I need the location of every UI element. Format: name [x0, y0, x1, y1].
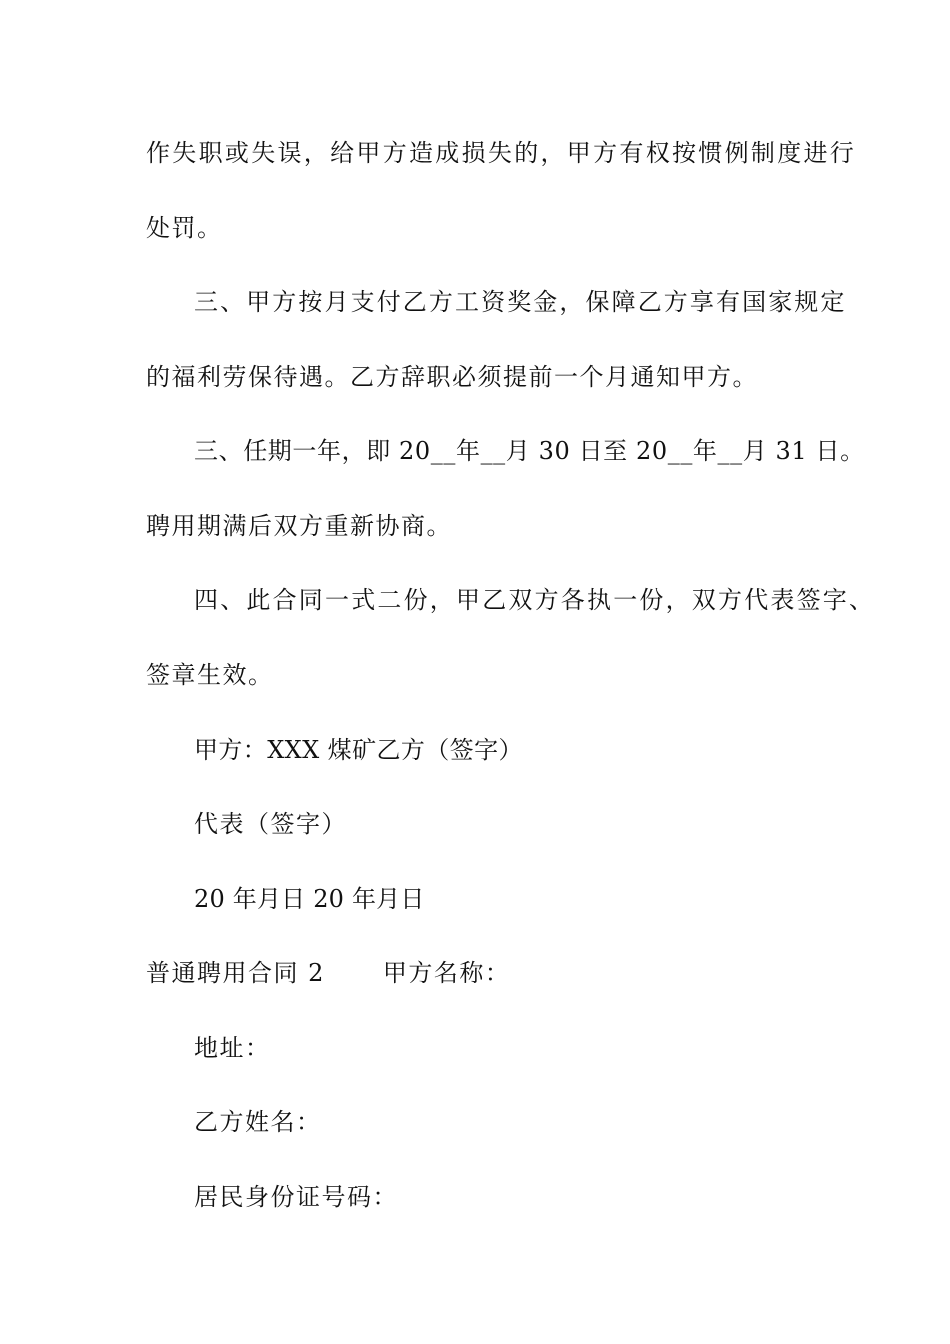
id-number-label: 居民身份证号码： [194, 1183, 398, 1211]
party-signature-line: 甲方：XXX 煤矿乙方（签字） [194, 736, 523, 764]
clause-three-term: 三、任期一年，即 20__年__月 30 日至 20__年__月 31 日。 [194, 437, 865, 465]
party-a-name-label: 甲方名称： [382, 959, 511, 987]
clause-four-copies: 四、此合同一式二份，甲乙双方各执一份，双方代表签字、 [194, 586, 876, 614]
representative-signature-line: 代表（签字） [194, 810, 347, 838]
date-line: 20 年月日 20 年月日 [194, 885, 425, 913]
paragraph-line: 作失职或失误，给甲方造成损失的，甲方有权按惯例制度进行 [146, 139, 857, 167]
paragraph-line: 聘用期满后双方重新协商。 [146, 512, 452, 540]
contract-heading [146, 958, 510, 988]
party-b-name-label: 乙方姓名： [194, 1108, 322, 1136]
clause-three-salary: 三、甲方按月支付乙方工资奖金，保障乙方享有国家规定 [194, 288, 847, 316]
paragraph-line: 签章生效。 [146, 661, 274, 689]
paragraph-line: 的福利劳保待遇。乙方辞职必须提前一个月通知甲方。 [146, 363, 758, 391]
contract-title: 普通聘用合同 2 [146, 959, 325, 987]
address-field-label: 地址： [194, 1034, 271, 1062]
paragraph-line: 处罚。 [146, 214, 223, 242]
